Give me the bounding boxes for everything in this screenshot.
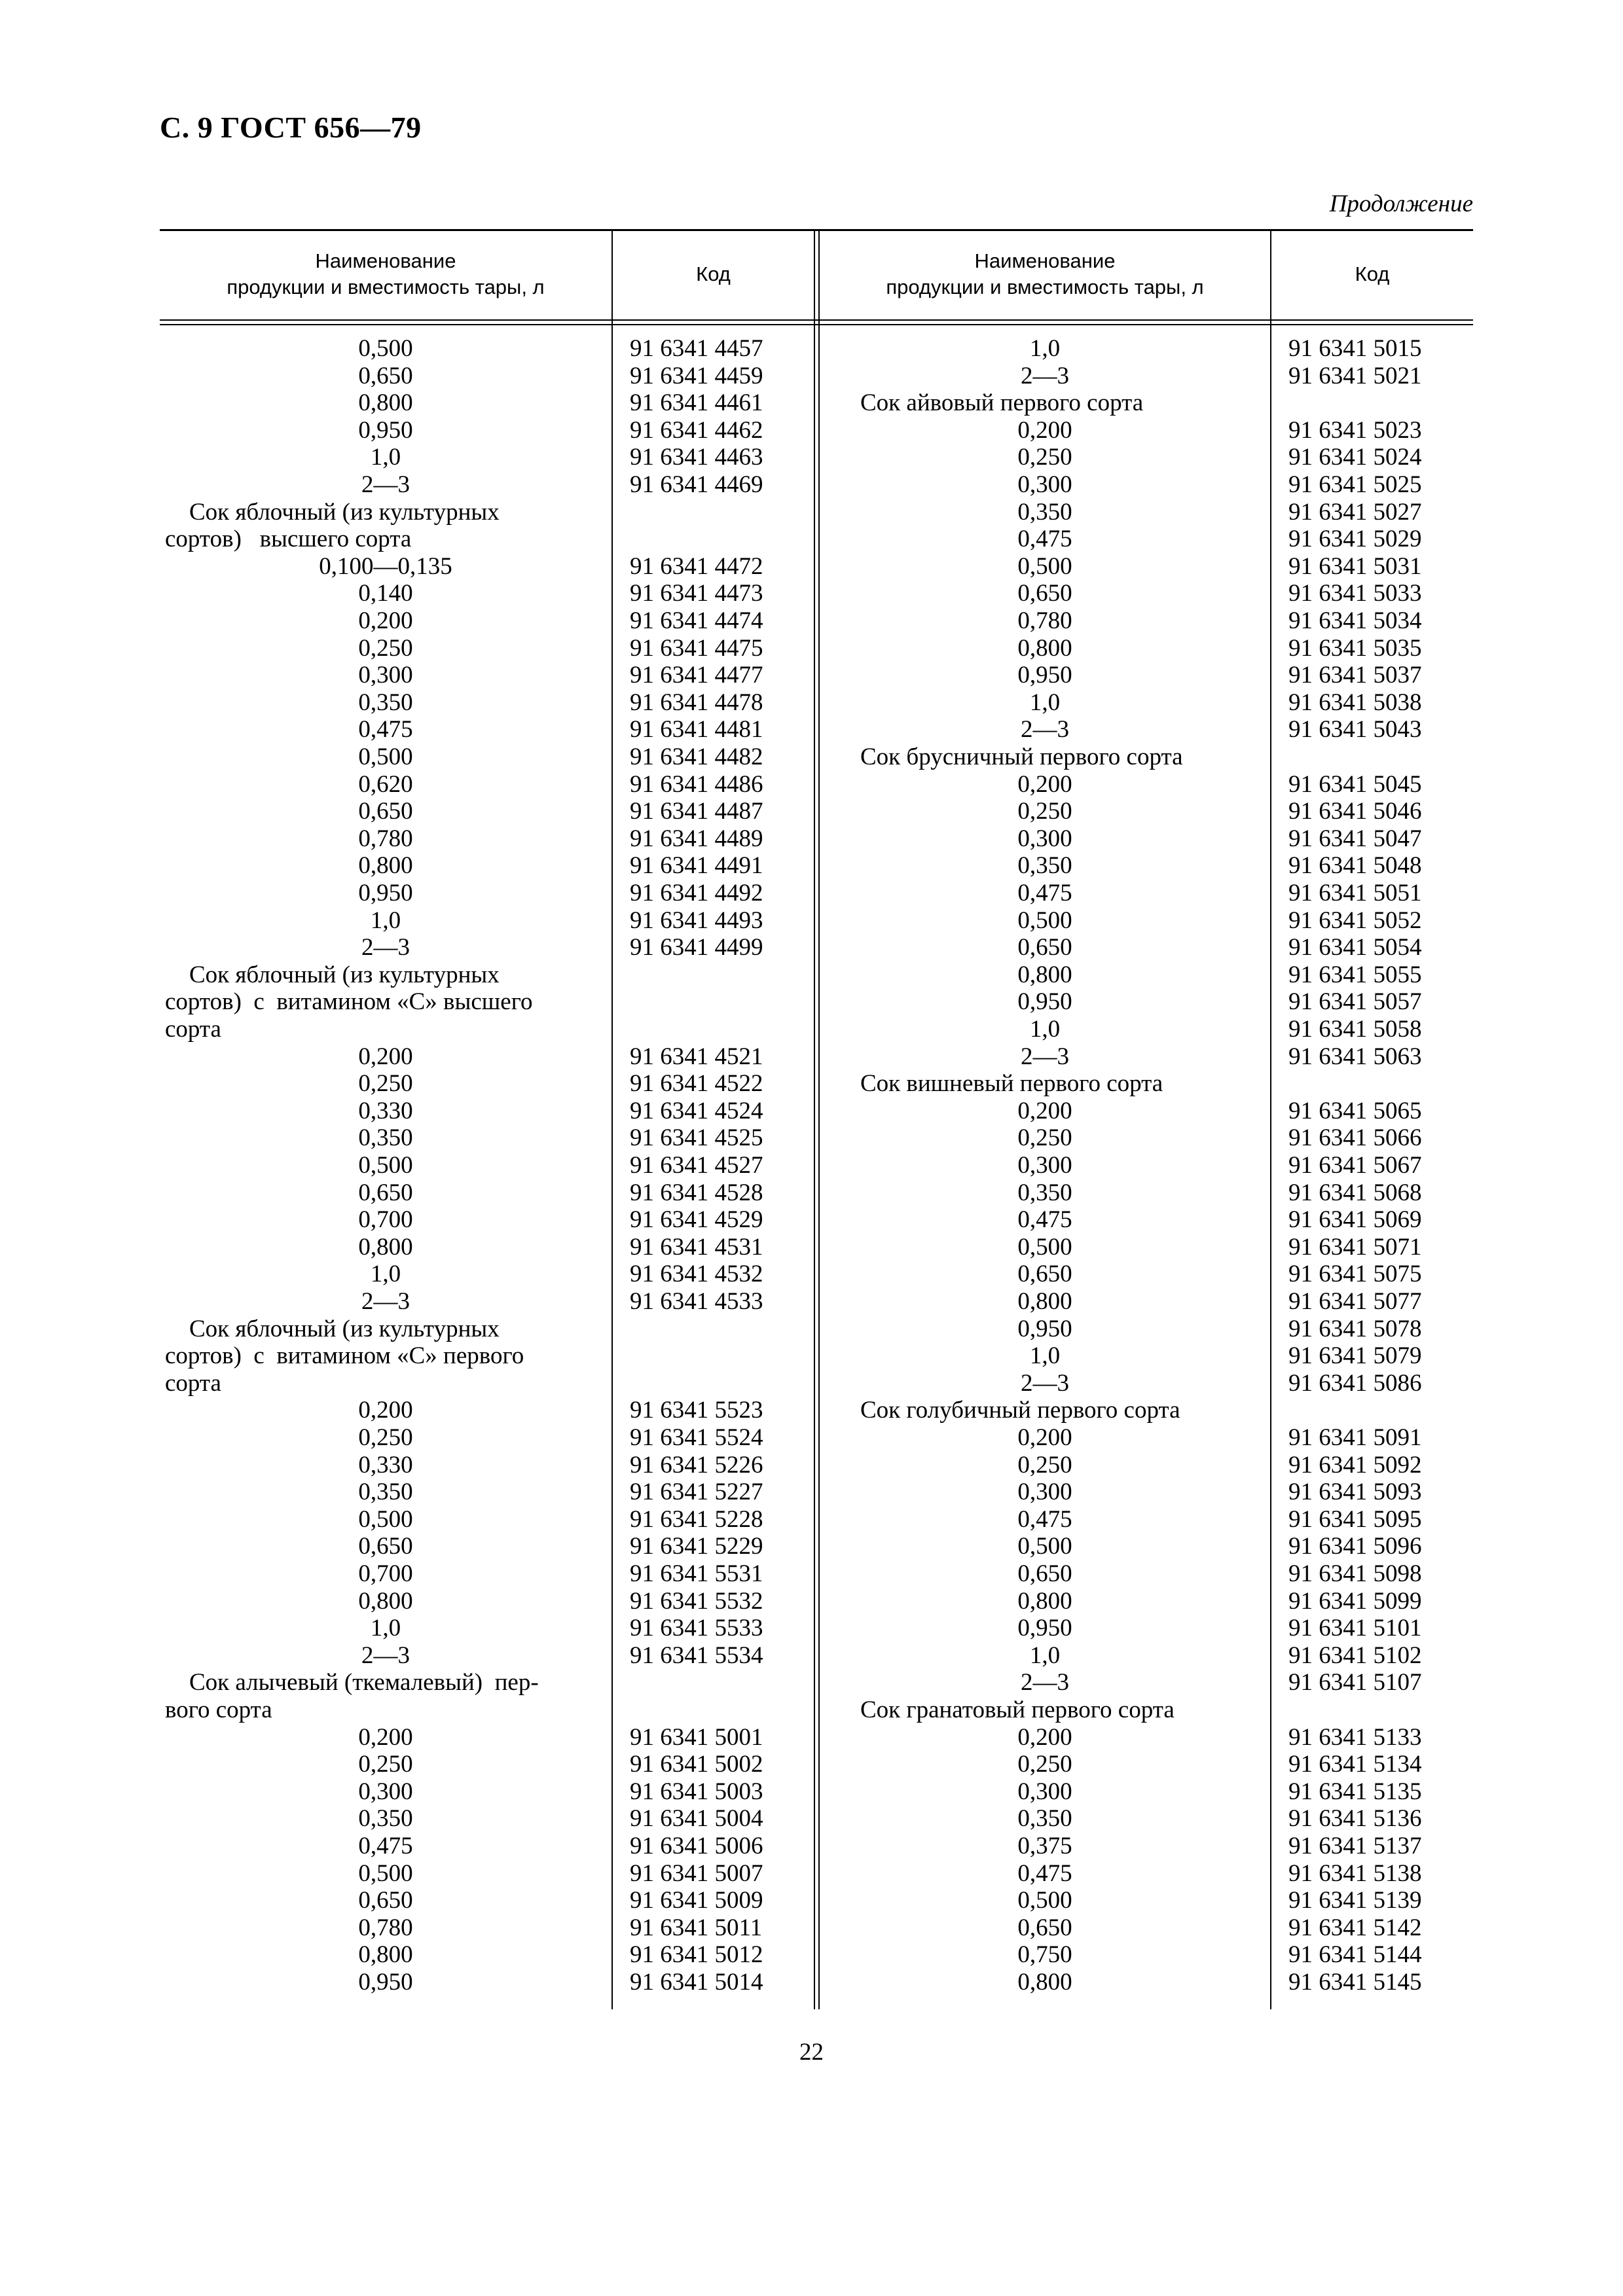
capacity-value: 0,200 (358, 1397, 413, 1424)
product-code: 91 6341 4475 (630, 634, 763, 662)
header-name-right (820, 229, 1270, 319)
product-code: 91 6341 5096 (1288, 1533, 1422, 1560)
product-title-line: сорта (165, 1016, 221, 1043)
capacity-value: 0,500 (358, 1505, 413, 1533)
product-code: 91 6341 5102 (1288, 1641, 1422, 1669)
product-code: 91 6341 4527 (630, 1152, 763, 1179)
product-code: 91 6341 5012 (630, 1941, 763, 1969)
right-code-column (1288, 335, 1473, 2008)
product-code: 91 6341 5035 (1288, 634, 1422, 662)
product-code: 91 6341 4461 (630, 389, 763, 417)
capacity-value: 0,950 (1017, 988, 1072, 1016)
product-code: 91 6341 4482 (630, 744, 763, 770)
product-title-line: Сок яблочный (из культурных (165, 498, 500, 526)
header-code-right (1271, 229, 1473, 319)
product-code: 91 6341 5092 (1288, 1451, 1422, 1479)
product-title-line: сортов) с витамином «С» высшего (165, 988, 533, 1016)
product-title-line: вого сорта (165, 1696, 272, 1723)
product-code: 91 6341 5229 (630, 1533, 763, 1560)
capacity-value: 0,350 (358, 1124, 413, 1152)
product-code: 91 6341 4478 (630, 689, 763, 716)
product-code: 91 6341 5228 (630, 1505, 763, 1533)
product-code: 91 6341 5524 (630, 1424, 763, 1451)
capacity-value: 2—3 (361, 1288, 410, 1315)
product-code: 91 6341 5523 (630, 1397, 763, 1424)
capacity-value: 0,250 (358, 1070, 413, 1098)
product-code: 91 6341 5145 (1288, 1969, 1422, 1996)
capacity-value: 0,475 (1017, 1206, 1072, 1234)
capacity-value: 0,330 (358, 1097, 413, 1124)
capacity-value: 0,200 (1017, 416, 1072, 444)
capacity-value: 0,200 (358, 1723, 413, 1751)
product-code: 91 6341 5027 (1288, 498, 1422, 526)
capacity-value: 0,650 (358, 1533, 413, 1560)
capacity-value: 0,800 (358, 1587, 413, 1615)
product-code: 91 6341 5063 (1288, 1043, 1422, 1070)
product-code: 91 6341 5051 (1288, 880, 1422, 906)
capacity-value: 0,800 (1017, 1587, 1072, 1615)
capacity-value: 0,300 (358, 662, 413, 689)
product-code: 91 6341 5007 (630, 1859, 763, 1887)
product-code: 91 6341 5029 (1288, 526, 1422, 553)
product-code: 91 6341 5534 (630, 1641, 763, 1669)
product-code: 91 6341 5227 (630, 1479, 763, 1506)
capacity-value: 2—3 (1021, 716, 1069, 744)
product-code: 91 6341 5531 (630, 1560, 763, 1587)
product-code: 91 6341 5142 (1288, 1914, 1422, 1941)
product-code: 91 6341 5086 (1288, 1369, 1422, 1397)
product-code: 91 6341 4469 (630, 471, 763, 498)
capacity-value: 1,0 (370, 1615, 401, 1642)
product-code: 91 6341 4525 (630, 1124, 763, 1152)
capacity-value: 0,250 (1017, 1451, 1072, 1479)
capacity-value: 2—3 (1021, 1669, 1069, 1696)
header-code-left (613, 229, 814, 319)
capacity-value: 0,300 (1017, 1778, 1072, 1805)
header-bottom-rule (160, 319, 1473, 321)
product-code: 91 6341 4493 (630, 906, 763, 934)
capacity-value: 0,300 (1017, 471, 1072, 498)
product-code: 91 6341 5037 (1288, 662, 1422, 689)
capacity-value: 0,350 (358, 689, 413, 716)
capacity-value: 0,475 (1017, 1505, 1072, 1533)
capacity-value: 0,500 (1017, 906, 1072, 934)
capacity-value: 0,800 (358, 389, 413, 417)
capacity-value: 0,350 (1017, 498, 1072, 526)
header-name-left (160, 229, 611, 319)
capacity-value: 1,0 (1029, 689, 1061, 716)
product-title-line: Сок яблочный (из культурных (165, 1315, 500, 1342)
product-code: 91 6341 4481 (630, 716, 763, 744)
product-code: 91 6341 5023 (1288, 416, 1422, 444)
product-code: 91 6341 5069 (1288, 1206, 1422, 1234)
capacity-value: 0,250 (358, 1424, 413, 1451)
product-code: 91 6341 4477 (630, 662, 763, 689)
capacity-value: 0,780 (1017, 607, 1072, 634)
capacity-value: 1,0 (1029, 335, 1061, 362)
capacity-value: 0,650 (1017, 1261, 1072, 1288)
product-code: 91 6341 5054 (1288, 934, 1422, 961)
capacity-value: 0,200 (358, 1043, 413, 1070)
capacity-value: 1,0 (1029, 1641, 1061, 1669)
product-code: 91 6341 4531 (630, 1233, 763, 1261)
product-code-table (160, 229, 1473, 2009)
product-title-line: сортов) высшего сорта (165, 526, 412, 553)
product-code: 91 6341 5034 (1288, 607, 1422, 634)
capacity-value: 0,780 (358, 1914, 413, 1941)
center-divider-a (814, 229, 815, 2009)
product-code: 91 6341 5071 (1288, 1233, 1422, 1261)
capacity-value: 0,250 (1017, 1124, 1072, 1152)
product-code: 91 6341 5015 (1288, 335, 1422, 362)
product-code: 91 6341 5077 (1288, 1288, 1422, 1315)
capacity-value: 0,620 (358, 770, 413, 798)
product-code: 91 6341 5055 (1288, 961, 1422, 988)
product-code: 91 6341 4472 (630, 552, 763, 580)
column-divider-right (1270, 229, 1271, 2009)
capacity-value: 0,650 (358, 1179, 413, 1206)
product-title-line: Сок гранатовый первого сорта (860, 1696, 1175, 1723)
capacity-value: 0,250 (358, 634, 413, 662)
capacity-value: 0,950 (358, 416, 413, 444)
column-divider (611, 229, 613, 2009)
product-code: 91 6341 4486 (630, 770, 763, 798)
product-code: 91 6341 5226 (630, 1451, 763, 1479)
capacity-value: 0,475 (1017, 526, 1072, 553)
capacity-value: 0,800 (1017, 1288, 1072, 1315)
capacity-value: 0,950 (358, 1969, 413, 1996)
page-number: 22 (799, 2039, 824, 2066)
capacity-value: 0,475 (1017, 1859, 1072, 1887)
capacity-value: 0,780 (358, 825, 413, 852)
capacity-value: 0,700 (358, 1560, 413, 1587)
capacity-value: 0,350 (358, 1479, 413, 1506)
product-code: 91 6341 5024 (1288, 444, 1422, 471)
capacity-value: 0,500 (358, 335, 413, 362)
product-code: 91 6341 4521 (630, 1043, 763, 1070)
product-code: 91 6341 4487 (630, 798, 763, 825)
capacity-value: 0,250 (1017, 798, 1072, 825)
product-code: 91 6341 4529 (630, 1206, 763, 1234)
capacity-value: 2—3 (361, 934, 410, 961)
product-code: 91 6341 4522 (630, 1070, 763, 1098)
product-code: 91 6341 4528 (630, 1179, 763, 1206)
product-code: 91 6341 5079 (1288, 1342, 1422, 1370)
product-code: 91 6341 5136 (1288, 1805, 1422, 1833)
product-code: 91 6341 5014 (630, 1969, 763, 1996)
capacity-value: 0,500 (1017, 1533, 1072, 1560)
product-code: 91 6341 5004 (630, 1805, 763, 1833)
product-code: 91 6341 5033 (1288, 580, 1422, 607)
product-code: 91 6341 5057 (1288, 988, 1422, 1016)
product-code: 91 6341 5139 (1288, 1887, 1422, 1914)
capacity-value: 0,200 (1017, 1723, 1072, 1751)
product-code: 91 6341 5006 (630, 1833, 763, 1859)
product-code: 91 6341 5066 (1288, 1124, 1422, 1152)
product-code: 91 6341 5058 (1288, 1016, 1422, 1043)
product-code: 91 6341 4473 (630, 580, 763, 607)
header-code-right-text: Код (1355, 262, 1390, 285)
product-title-line: Сок айвовый первого сорта (860, 389, 1144, 417)
product-code: 91 6341 5021 (1288, 362, 1422, 389)
product-code: 91 6341 5052 (1288, 906, 1422, 934)
capacity-value: 0,800 (1017, 961, 1072, 988)
capacity-value: 0,300 (358, 1778, 413, 1805)
product-code: 91 6341 4463 (630, 444, 763, 471)
capacity-value: 0,140 (358, 580, 413, 607)
capacity-value: 0,650 (1017, 580, 1072, 607)
product-code: 91 6341 4524 (630, 1097, 763, 1124)
capacity-value: 0,950 (1017, 1315, 1072, 1342)
product-code: 91 6341 4459 (630, 362, 763, 389)
capacity-value: 1,0 (370, 906, 401, 934)
capacity-value: 2—3 (1021, 1369, 1069, 1397)
capacity-value: 0,750 (1017, 1941, 1072, 1969)
capacity-value: 0,800 (358, 1941, 413, 1969)
right-name-column (820, 335, 1270, 2008)
product-code: 91 6341 5134 (1288, 1751, 1422, 1778)
left-name-column (160, 335, 611, 2008)
product-code: 91 6341 4533 (630, 1288, 763, 1315)
capacity-value: 1,0 (370, 1261, 401, 1288)
product-code: 91 6341 5002 (630, 1751, 763, 1778)
left-code-column (630, 335, 814, 2008)
product-code: 91 6341 5048 (1288, 852, 1422, 880)
capacity-value: 0,200 (1017, 1424, 1072, 1451)
capacity-value: 0,650 (1017, 1560, 1072, 1587)
product-code: 91 6341 4499 (630, 934, 763, 961)
product-code: 91 6341 4474 (630, 607, 763, 634)
capacity-value: 0,800 (358, 1233, 413, 1261)
capacity-value: 0,200 (1017, 1097, 1072, 1124)
capacity-value: 0,250 (1017, 1751, 1072, 1778)
capacity-value: 0,250 (358, 1751, 413, 1778)
capacity-value: 0,500 (1017, 1887, 1072, 1914)
capacity-value: 0,800 (358, 852, 413, 880)
product-code: 91 6341 5003 (630, 1778, 763, 1805)
product-code: 91 6341 4457 (630, 335, 763, 362)
capacity-value: 0,950 (358, 880, 413, 906)
product-code: 91 6341 5068 (1288, 1179, 1422, 1206)
capacity-value: 0,350 (1017, 1179, 1072, 1206)
product-code: 91 6341 5532 (630, 1587, 763, 1615)
product-code: 91 6341 5099 (1288, 1587, 1422, 1615)
capacity-value: 0,800 (1017, 1969, 1072, 1996)
capacity-value: 1,0 (1029, 1342, 1061, 1370)
product-title-line: Сок яблочный (из культурных (165, 961, 500, 988)
product-code: 91 6341 4492 (630, 880, 763, 906)
product-code: 91 6341 4489 (630, 825, 763, 852)
capacity-value: 0,950 (1017, 1615, 1072, 1642)
capacity-value: 0,350 (1017, 1805, 1072, 1833)
capacity-value: 0,100—0,135 (319, 552, 452, 580)
capacity-value: 0,200 (358, 607, 413, 634)
product-code: 91 6341 5095 (1288, 1505, 1422, 1533)
capacity-value: 0,300 (1017, 1152, 1072, 1179)
capacity-value: 0,475 (1017, 880, 1072, 906)
capacity-value: 0,950 (1017, 662, 1072, 689)
product-code: 91 6341 4532 (630, 1261, 763, 1288)
product-code: 91 6341 5001 (630, 1723, 763, 1751)
product-title-line: Сок вишневый первого сорта (860, 1070, 1163, 1098)
capacity-value: 0,650 (1017, 934, 1072, 961)
product-code: 91 6341 5043 (1288, 716, 1422, 744)
capacity-value: 0,350 (358, 1805, 413, 1833)
capacity-value: 0,475 (358, 716, 413, 744)
product-code: 91 6341 5031 (1288, 552, 1422, 580)
product-code: 91 6341 5078 (1288, 1315, 1422, 1342)
product-code: 91 6341 5533 (630, 1615, 763, 1642)
product-code: 91 6341 4491 (630, 852, 763, 880)
capacity-value: 1,0 (1029, 1016, 1061, 1043)
product-code: 91 6341 5107 (1288, 1669, 1422, 1696)
capacity-value: 0,650 (358, 798, 413, 825)
product-title-line: Сок алычевый (ткемалевый) пер- (165, 1669, 539, 1696)
capacity-value: 0,500 (1017, 1233, 1072, 1261)
capacity-value: 0,200 (1017, 770, 1072, 798)
product-code: 91 6341 5101 (1288, 1615, 1422, 1642)
product-code: 91 6341 5065 (1288, 1097, 1422, 1124)
continuation-label: Продолжение (1329, 190, 1473, 217)
capacity-value: 0,650 (1017, 1914, 1072, 1941)
header-name-right-text: Наименование продукции и вместимость тары, л (886, 249, 1204, 298)
capacity-value: 0,650 (358, 362, 413, 389)
product-code: 91 6341 5047 (1288, 825, 1422, 852)
product-code: 91 6341 4462 (630, 416, 763, 444)
product-code: 91 6341 5009 (630, 1887, 763, 1914)
product-code: 91 6341 5135 (1288, 1778, 1422, 1805)
product-code: 91 6341 5038 (1288, 689, 1422, 716)
product-code: 91 6341 5075 (1288, 1261, 1422, 1288)
product-code: 91 6341 5011 (630, 1914, 763, 1941)
capacity-value: 0,500 (1017, 552, 1072, 580)
capacity-value: 0,500 (358, 744, 413, 770)
product-code: 91 6341 5091 (1288, 1424, 1422, 1451)
capacity-value: 0,250 (1017, 444, 1072, 471)
header-code-left-text: Код (696, 262, 731, 285)
capacity-value: 0,700 (358, 1206, 413, 1234)
product-code: 91 6341 5098 (1288, 1560, 1422, 1587)
product-title-line: сортов) с витамином «С» первого (165, 1342, 524, 1370)
product-code: 91 6341 5067 (1288, 1152, 1422, 1179)
capacity-value: 0,500 (358, 1152, 413, 1179)
product-code: 91 6341 5133 (1288, 1723, 1422, 1751)
capacity-value: 1,0 (370, 444, 401, 471)
product-code: 91 6341 5144 (1288, 1941, 1422, 1969)
header-name-left-text: Наименование продукции и вместимость тары, л (227, 249, 545, 298)
product-title-line: Сок голубичный первого сорта (860, 1397, 1180, 1424)
capacity-value: 0,330 (358, 1451, 413, 1479)
product-title-line: сорта (165, 1369, 221, 1397)
capacity-value: 0,800 (1017, 634, 1072, 662)
capacity-value: 2—3 (361, 471, 410, 498)
capacity-value: 2—3 (361, 1641, 410, 1669)
product-code: 91 6341 5025 (1288, 471, 1422, 498)
capacity-value: 0,375 (1017, 1833, 1072, 1859)
header-bottom-rule-2 (160, 324, 1473, 325)
capacity-value: 0,300 (1017, 1479, 1072, 1506)
capacity-value: 2—3 (1021, 362, 1069, 389)
product-code: 91 6341 5046 (1288, 798, 1422, 825)
product-code: 91 6341 5138 (1288, 1859, 1422, 1887)
page-header: С. 9 ГОСТ 656—79 (160, 111, 422, 144)
capacity-value: 0,350 (1017, 852, 1072, 880)
product-title-line: Сок брусничный первого сорта (860, 744, 1183, 770)
product-code: 91 6341 5045 (1288, 770, 1422, 798)
product-code: 91 6341 5093 (1288, 1479, 1422, 1506)
capacity-value: 2—3 (1021, 1043, 1069, 1070)
capacity-value: 0,650 (358, 1887, 413, 1914)
capacity-value: 0,500 (358, 1859, 413, 1887)
capacity-value: 0,475 (358, 1833, 413, 1859)
product-code: 91 6341 5137 (1288, 1833, 1422, 1859)
capacity-value: 0,300 (1017, 825, 1072, 852)
